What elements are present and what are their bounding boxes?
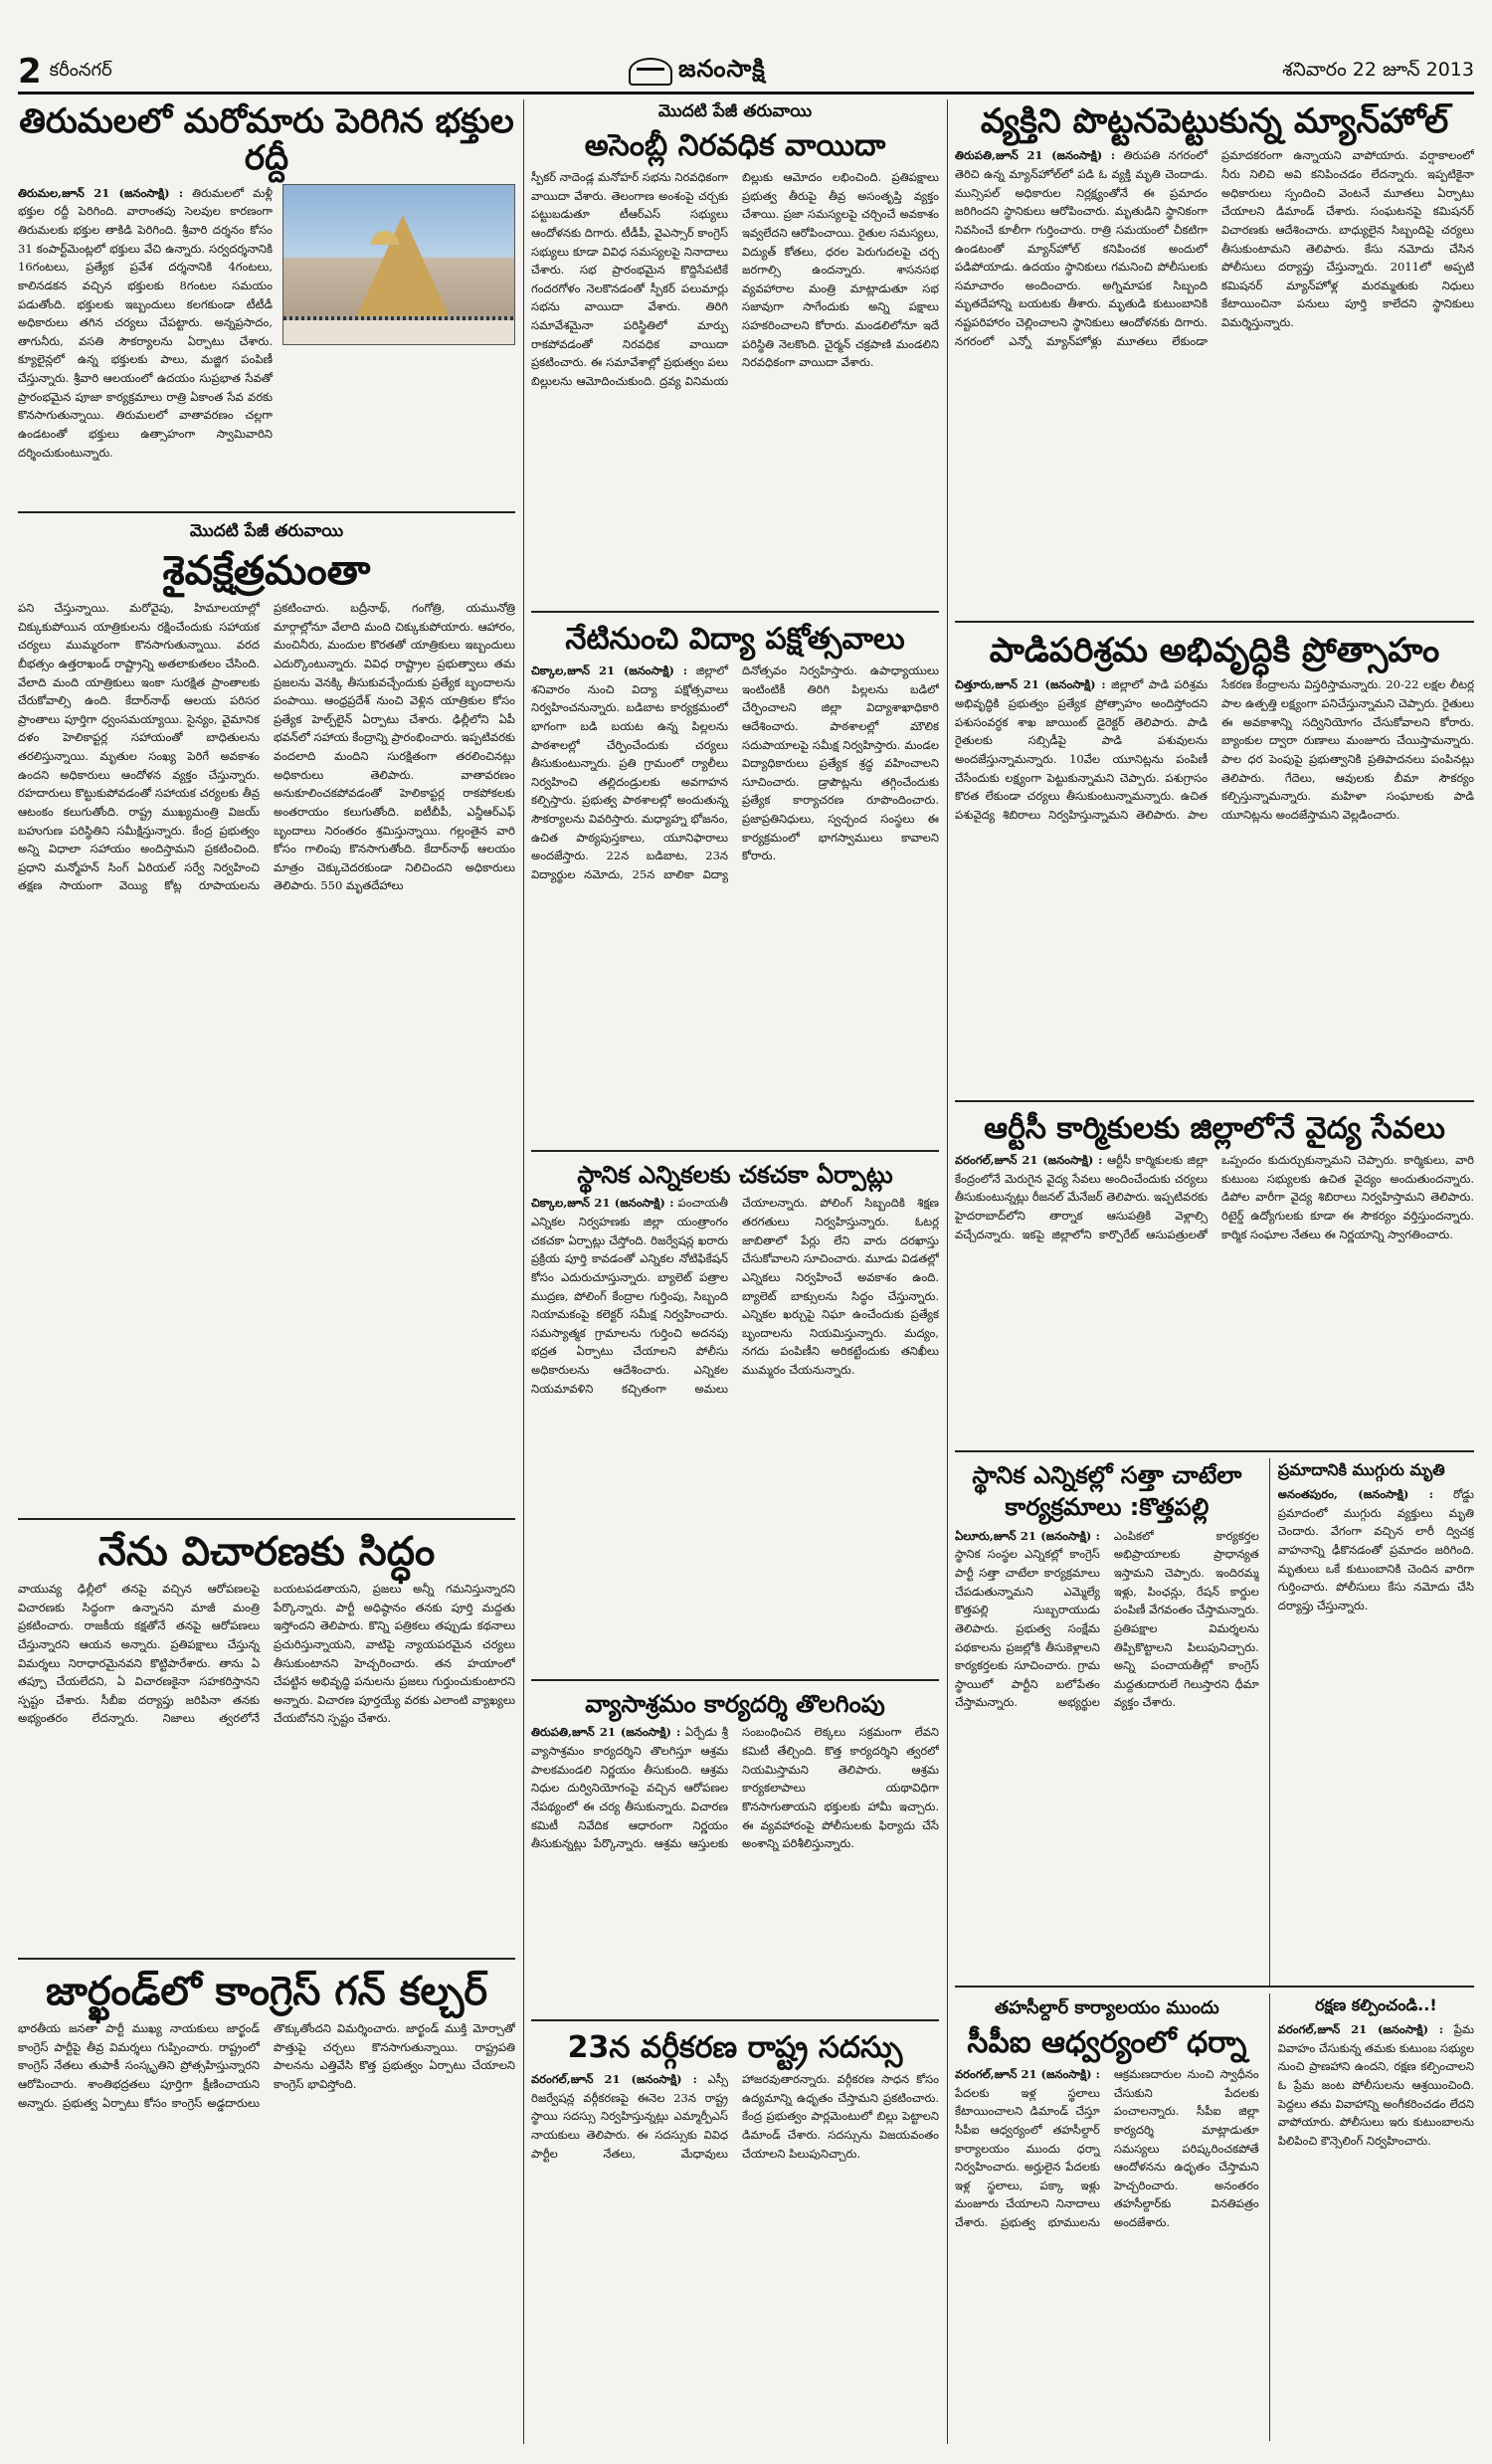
article-headline: శైవక్షేత్రమంతా (162, 548, 371, 594)
temple-photo (282, 184, 515, 345)
article-body (955, 1527, 1259, 1712)
column-center (531, 99, 939, 2444)
article-education-fortnight (531, 619, 939, 1152)
article-text: జిల్లాలో శనివారం నుంచి విద్యా పక్షోత్సవాలు నిర్వహించనున్నారు. బడిబాట కార్యక్రమంలో భాగంగా బడి బయట ఉన్న పిల్లలను పాఠశాలల్లో చేర్పించేందుకు చర్యలు తీసుకుంటున్నారు. ప్రతి గ్రామంలో ర్యాలీలు నిర్వహించి తల్లిదండ్రులకు అవగాహన కల్పిస్తారు. ప్రభుత్వ పాఠశాలల్లో అందుతున్న సౌకర్యాలను వివరిస్తారు. మధ్యాహ్న భోజనం, ఉచిత పాఠ్యపుస్తకాలు, యూనిఫారాలు అందజేస్తారు. 22న బడిబాట, 23న విద్యార్థుల నమోదు, 25న బాలికా విద్యా దినోత్సవం నిర్వహిస్తారు. ఉపాధ్యాయులు ఇంటింటికీ తిరిగి పిల్లలను బడిలో చేర్పించాలని జిల్లా విద్యాశాఖాధికారి ఆదేశించారు. పాఠశాలల్లో మౌలిక సదుపాయాలపై సమీక్ష నిర్వహిస్తారు. మండల విద్యాధికారులు ప్రత్యేక శ్రద్ధ వహించాలని సూచించారు. డ్రాపౌట్లను తగ్గించేందుకు ప్రత్యేక కార్యాచరణ రూపొందించారు. ప్రజాప్రతినిధులు, స్వచ్ఛంద సంస్థలు ఈ కార్యక్రమంలో భాగస్వాములు కావాలని కోరారు. (531, 663, 939, 881)
article-dateline: తిరుపతి,జూన్ 21 (జనంసాక్షి) : (955, 148, 1116, 163)
article-assembly-adjourned (531, 99, 939, 613)
article-headline-line2: కార్యక్రమాలు :కొత్తపల్లి (1005, 1493, 1210, 1522)
article-body (1278, 2020, 1474, 2150)
article-body: వాయువ్య ఢిల్లీలో తనపై వచ్చిన ఆరోపణలపై విచారణకు సిద్ధంగా ఉన్నానని మాజీ మంత్రి ప్రకటించారు. రాజకీయ కక్షతోనే తనపై ఆరోపణలు చేస్తున్నారని ఆయన అన్నారు. ప్రతిపక్షాలు చేస్తున్న విమర్శలు నిరాధారమైనవని కొట్టిపారేశారు. తాను ఏ తప్పూ చేయలేదని, ఏ విచారణకైనా సహకరిస్తానని స్పష్టం చేశారు. సీబీఐ దర్యాప్తు జరిపినా తనకు అభ్యంతరం లేదన్నారు. నిజాలు త్వరలోనే బయటపడతాయని, ప్రజలు అన్నీ గమనిస్తున్నారని పేర్కొన్నారు. పార్టీ అధిష్ఠానం తనకు పూర్తి మద్దతు ఇస్తోందని తెలిపారు. కొన్ని పత్రికలు తప్పుడు కథనాలు ప్రచురిస్తున్నాయని, వాటిపై న్యాయపరమైన చర్యలు తీసుకుంటానని హెచ్చరించారు. తన హయాంలో చేపట్టిన అభివృద్ధి పనులను ప్రజలు గుర్తుంచుకుంటారని అన్నారు. విచారణ పూర్తయ్యే వరకు ఎలాంటి వ్యాఖ్యలు చేయబోనని స్పష్టం చేశారు. (18, 1582, 515, 1726)
newspaper-logo (629, 55, 766, 89)
article-text: తిరుపతి నగరంలో తెరిచి ఉన్న మ్యాన్‌హోల్‌లో పడి ఓ వ్యక్తి మృతి చెందాడు. మున్సిపల్‌ అధికారుల నిర్లక్ష్యంతోనే ఈ ప్రమాదం జరిగిందని స్థానికులు ఆరోపించారు. మృతుడిని స్థానికంగా నివసించే కూలీగా గుర్తించారు. రాత్రి సమయంలో చీకటిగా ఉండటంతో మ్యాన్‌హోల్‌ కనిపించక అందులో పడిపోయాడు. ఉదయం స్థానికులు గమనించి పోలీసులకు సమాచారం అందించారు. అగ్నిమాపక సిబ్బంది మృతదేహాన్ని బయటకు తీశారు. మృతుడి కుటుంబానికి నష్టపరిహారం చెల్లించాలని స్థానికులు ఆందోళనకు దిగారు. నగరంలో ఎన్నో మ్యాన్‌హోళ్లు మూతలు లేకుండా ప్రమాదకరంగా ఉన్నాయని వాపోయారు. వర్షాకాలంలో నీరు నిలిచి అవి కనిపించడం లేదన్నారు. ఇప్పటికైనా అధికారులు స్పందించి వెంటనే మూతలు ఏర్పాటు చేయాలని డిమాండ్‌ చేశారు. సంఘటనపై కమిషనర్‌ విచారణకు ఆదేశించారు. బాధ్యులైన సిబ్బందిపై చర్యలు తీసుకుంటామని తెలిపారు. కేసు నమోదు చేసిన పోలీసులు దర్యాప్తు చేస్తున్నారు. 2011లో అప్పటి కమిషనర్‌ మ్యాన్‌హోళ్ల మరమ్మతుకు నిధులు కేటాయించినా పనులు పూర్తి కాలేదని స్థానికులు విమర్శిస్తున్నారు. (955, 148, 1474, 348)
article-body (531, 1194, 939, 1398)
article-body (955, 675, 1474, 824)
article-text: ఆర్టీసీ కార్మికులకు జిల్లా కేంద్రంలోనే మెరుగైన వైద్య సేవలు అందించేందుకు చర్యలు తీసుకుంటున్నట్లు రీజనల్‌ మేనేజర్‌ తెలిపారు. ఇప్పటివరకు హైదరాబాద్‌లోని తార్నాక ఆసుపత్రికి వెళ్లాల్సి వచ్చేదన్నారు. ఇకపై జిల్లాలోని కార్పొరేట్‌ ఆసుపత్రులతో ఒప్పందం కుదుర్చుకున్నామని చెప్పారు. కార్మికులు, వారి కుటుంబ సభ్యులకు ఉచిత వైద్యం అందుతుందన్నారు. డిపోల వారీగా వైద్య శిబిరాలు నిర్వహిస్తామని తెలిపారు. రిటైర్డ్‌ ఉద్యోగులకు కూడా ఈ సౌకర్యం వర్తిస్తుందన్నారు. కార్మిక సంఘాల నేతలు ఈ నిర్ణయాన్ని స్వాగతించారు. (955, 1153, 1474, 1241)
article-dateline: తిరుపతి,జూన్ 21 (జనంసాక్షి) : (531, 1725, 681, 1740)
article-dateline: వరంగల్,జూన్ 21 (జనంసాక్షి) : (531, 2072, 697, 2086)
article-manhole-death (955, 99, 1474, 623)
article-text: పేదలకు ఇళ్ల స్థలాలు కేటాయించాలని డిమాండ్‌ చేస్తూ సీపీఐ ఆధ్వర్యంలో తహసీల్దార్‌ కార్యాలయం ముందు ధర్నా నిర్వహించారు. అర్హులైన పేదలకు ఇళ్ల స్థలాలు, పక్కా ఇళ్లు మంజూరు చేయాలని నినాదాలు చేశారు. ప్రభుత్వ భూములను ఆక్రమణదారుల నుంచి స్వాధీనం చేసుకుని పేదలకు పంచాలన్నారు. సీపీఐ జిల్లా కార్యదర్శి మాట్లాడుతూ సమస్యలు పరిష్కరించకపోతే ఆందోళనను ఉధృతం చేస్తామని హెచ్చరించారు. అనంతరం తహసీల్దార్‌కు వినతిపత్రం అందజేశారు. (955, 2067, 1259, 2229)
row-dharna-protection (955, 1993, 1474, 2441)
article-headline: స్థానిక ఎన్నికలకు చకచకా ఏర్పాట్లు (577, 1161, 893, 1189)
article-accident-three-dead (1269, 1458, 1474, 1986)
article-headline: ఆర్టీసీ కార్మికులకు జిల్లాలోనే వైద్య సేవలు (984, 1111, 1445, 1146)
article-dateline: ఏలూరు,జూన్ 21 (జనంసాక్షి) : (955, 1528, 1100, 1543)
article-text: తిరుమలలో మళ్లీ భక్తుల రద్దీ పెరిగింది. వారాంతపు సెలవుల కారణంగా తిరుమలకు భక్తుల తాకిడి పెరిగింది. శ్రీవారి దర్శనం కోసం 31 కంపార్ట్‌మెంట్లలో భక్తులు వేచి ఉన్నారు. సర్వదర్శనానికి 16గంటలు, ప్రత్యేక ప్రవేశ దర్శనానికి 4గంటలు, కాలినడకన వచ్చిన భక్తులకు 8గంటల సమయం పడుతోంది. భక్తులకు ఇబ్బందులు కలగకుండా టీటీడీ అధికారులు తగిన చర్యలు చేపట్టారు. అన్నప్రసాదం, తాగునీరు, వసతి సౌకర్యాలను ఏర్పాటు చేశారు. క్యూలైన్లలో ఉన్న భక్తులకు పాలు, మజ్జిగ పంపిణీ చేస్తున్నారు. శ్రీవారి ఆలయంలో ఉదయం సుప్రభాత సేవతో ప్రారంభమైన పూజా కార్యక్రమాలు రాత్రి ఏకాంత సేవ వరకు కొనసాగుతున్నాయి. తిరుమలలో వాతావరణం చల్లగా ఉండటంతో భక్తులు ఉత్సాహంగా స్వామివారిని దర్శించుకుంటున్నారు. (18, 185, 274, 460)
article-dateline: చిత్తూరు,జూన్ 21 (జనంసాక్షి) : (955, 677, 1106, 692)
article-body: భారతీయ జనతా పార్టీ ముఖ్య నాయకులు జార్ఖండ్‌ కాంగ్రెస్‌ పార్టీపై తీవ్ర విమర్శలు గుప్పించారు. రాష్ట్రంలో కాంగ్రెస్‌ నేతలు తుపాకీ సంస్కృతిని ప్రోత్సహిస్తున్నారని ఆరోపించారు. శాంతిభద్రతలు పూర్తిగా క్షీణించాయని అన్నారు. ప్రభుత్వ ఏర్పాటు కోసం కాంగ్రెస్‌ అడ్డదారులు తొక్కుతోందని విమర్శించారు. జార్ఖండ్‌ ముక్తి మోర్చాతో పొత్తుపై చర్చలు కొనసాగుతున్నాయి. రాష్ట్రపతి పాలనను ఎత్తివేసి కొత్త ప్రభుత్వం ఏర్పాటు చేయాలని కాంగ్రెస్‌ భావిస్తోంది. (18, 2021, 515, 2110)
article-headline: అసెంబ్లీ నిరవధిక వాయిదా (584, 128, 886, 163)
article-text: ఏర్పేడు శ్రీ వ్యాసాశ్రమం కార్యదర్శిని తొలగిస్తూ ఆశ్రమ పాలకమండలి నిర్ణయం తీసుకుంది. ఆశ్రమ నిధుల దుర్వినియోగంపై వచ్చిన ఆరోపణల నేపథ్యంలో ఈ చర్య తీసుకున్నారు. విచారణ కమిటీ నివేదిక ఆధారంగా నిర్ణయం తీసుకున్నట్లు పేర్కొన్నారు. ఆశ్రమ ఆస్తులకు సంబంధించిన లెక్కలు సక్రమంగా లేవని కమిటీ తేల్చింది. కొత్త కార్యదర్శిని త్వరలో నియమిస్తామని తెలిపారు. ఆశ్రమ కార్యకలాపాలు యథావిధిగా కొనసాగుతాయని భక్తులకు హామీ ఇచ్చారు. ఈ వ్యవహారంపై పోలీసులకు ఫిర్యాదు చేసే అంశాన్ని పరిశీలిస్తున్నారు. (531, 1725, 939, 1851)
row-elections-accident (955, 1458, 1474, 1988)
article-body (1278, 1485, 1474, 1614)
article-headline: పాడిపరిశ్రమ అభివృద్ధికి ప్రోత్సాహం (989, 631, 1440, 670)
article-dateline: వరంగల్,జూన్ 21 (జనంసాక్షి) : (1277, 2022, 1444, 2036)
article-jharkhand-gun-culture (18, 1966, 515, 2387)
article-kothapalli (955, 1458, 1259, 1986)
edition-name: కరీంనగర్ (49, 59, 112, 81)
article-kicker: రక్షణ కల్పించండి..! (1315, 1995, 1437, 2014)
article-headline: స్థానిక ఎన్నికల్లో సత్తా చాటేలా (972, 1461, 1242, 1489)
article-headline: 23న వర్గీకరణ రాష్ట్ర సదస్సు (567, 2030, 903, 2065)
article-cpi-dharna (955, 1993, 1259, 2441)
article-text: రోడ్డు ప్రమాదంలో ముగ్గురు వ్యక్తులు మృతి చెందారు. వేగంగా వచ్చిన లారీ ద్విచక్ర వాహనాన్ని ఢీకొనడంతో ప్రమాదం జరిగింది. మృతులు ఒకే కుటుంబానికి చెందిన వారిగా గుర్తించారు. పోలీసులు కేసు నమోదు చేసి దర్యాప్తు చేస్తున్నారు. (1277, 1487, 1474, 1612)
article-text: స్థానిక సంస్థల ఎన్నికల్లో కాంగ్రెస్‌ పార్టీ సత్తా చాటేలా కార్యక్రమాలు చేపడుతున్నామని ఎమ్మెల్యే కొత్తపల్లి సుబ్బరాయుడు తెలిపారు. ప్రభుత్వ సంక్షేమ పథకాలను ప్రజల్లోకి తీసుకెళ్లాలని కార్యకర్తలకు సూచించారు. గ్రామ స్థాయిలో పార్టీని బలోపేతం చేస్తామన్నారు. అభ్యర్థుల ఎంపికలో కార్యకర్తల అభిప్రాయాలకు ప్రాధాన్యత ఇస్తామని చెప్పారు. ఇందిరమ్మ ఇళ్లు, పింఛన్లు, రేషన్‌ కార్డుల పంపిణీ వేగవంతం చేస్తామన్నారు. ప్రతిపక్షాల విమర్శలను తిప్పికొట్టాలని పిలుపునిచ్చారు. అన్ని పంచాయతీల్లో కాంగ్రెస్‌ మద్దతుదారులే గెలుస్తారని ధీమా వ్యక్తం చేశారు. (955, 1528, 1259, 1710)
article-protection-plea (1269, 1993, 1474, 2441)
article-dateline: చిక్కాల,జూన్ 21 (జనంసాక్షి) : (531, 663, 688, 677)
article-rtc-medical (955, 1108, 1474, 1452)
article-body: స్పీకర్‌ నాదెండ్ల మనోహర్‌ సభను నిరవధికంగా వాయిదా వేశారు. తెలంగాణ అంశంపై చర్చకు పట్టుబడుతూ టీఆర్‌ఎస్‌ సభ్యులు ఆందోళనకు దిగారు. టీడీపీ, వైఎస్సార్‌ కాంగ్రెస్‌ సభ్యులు కూడా వివిధ సమస్యలపై నినాదాలు చేశారు. సభ ప్రారంభమైన కొద్దిసేపటికే గందరగోళం నెలకొనడంతో స్పీకర్‌ పలుమార్లు సభను వాయిదా వేశారు. తిరిగి సమావేశమైనా పరిస్థితిలో మార్పు రాకపోవడంతో నిరవధిక వాయిదా ప్రకటించారు. ఈ సమావేశాల్లో ప్రభుత్వం పలు బిల్లులను ఆమోదించుకుంది. ద్రవ్య వినిమయ బిల్లుకు ఆమోదం లభించింది. ప్రతిపక్షాలు ప్రభుత్వ తీరుపై తీవ్ర అసంతృప్తి వ్యక్తం చేశాయి. ప్రజా సమస్యలపై చర్చించే అవకాశం ఇవ్వలేదని ఆరోపించాయి. రైతుల సమస్యలు, విద్యుత్‌ కోతలు, ధరల పెరుగుదలపై చర్చ జరగాల్సి ఉందన్నారు. శాసనసభ వ్యవహారాల మంత్రి మాట్లాడుతూ సభ సజావుగా సాగేందుకు అన్ని పక్షాలు సహకరించాలని కోరారు. మండలిలోనూ ఇదే పరిస్థితి నెలకొంది. చైర్మన్‌ చక్రపాణి మండలిని నిరవధికంగా వాయిదా వేశారు. (531, 170, 939, 388)
temple-tower-shape (353, 215, 453, 324)
article-body (531, 1723, 939, 1852)
logo-icon (629, 58, 672, 86)
article-headline: జార్ఖండ్‌లో కాంగ్రెస్‌ గన్‌ కల్చర్‌ (45, 1969, 488, 2014)
article-headline: నేటినుంచి విద్యా పక్షోత్సవాలు (565, 622, 905, 657)
article-dairy-development (955, 629, 1474, 1102)
article-dateline: వరంగల్,జూన్ 21 (జనంసాక్షి) : (955, 2067, 1100, 2081)
article-body (955, 1151, 1474, 1243)
article-shaiva-kshetram (18, 519, 515, 1520)
article-ashram-secretary-removed (531, 1687, 939, 2021)
column-divider (947, 99, 948, 2444)
article-text: ప్రేమ వివాహం చేసుకున్న తమకు కుటుంబ సభ్యుల నుంచి ప్రాణహాని ఉందని, రక్షణ కల్పించాలని ఓ ప్రేమ జంట పోలీసులను ఆశ్రయించింది. పెద్దలు తమ వివాహాన్ని అంగీకరించడం లేదని వాపోయారు. పోలీసులు ఇరు కుటుంబాలను పిలిపించి కౌన్సెలింగ్‌ నిర్వహించారు. (1277, 2022, 1474, 2148)
article-local-elections-arrangements (531, 1158, 939, 1681)
article-headline: వ్యక్తిని పొట్టనపెట్టుకున్న మ్యాన్‌హోల్‌ (980, 101, 1449, 141)
article-kicker: మొదటి పేజీ తరువాయి (189, 521, 344, 541)
article-dateline: అనంతపురం, (జనంసాక్షి) : (1277, 1487, 1433, 1501)
wall-shape (283, 320, 514, 344)
article-body (18, 184, 273, 462)
issue-date: శనివారం 22 జూన్ 2013 (1282, 58, 1474, 81)
article-body (955, 146, 1474, 350)
column-left (18, 99, 515, 2444)
article-headline: వ్యాసాశ్రమం కార్యదర్శి తొలగింపు (585, 1690, 885, 1718)
article-headline: తిరుమలలో మరోమారు పెరిగిన భక్తుల రద్దీ (19, 101, 514, 179)
column-right (955, 99, 1474, 2444)
article-tirumala-rush (18, 99, 515, 513)
article-dateline: వరంగల్,జూన్ 21 (జనంసాక్షి) : (955, 1153, 1103, 1167)
article-kicker: తహసీల్దార్‌ కార్యాలయం ముందు (994, 1997, 1219, 2018)
article-dateline: చిక్కాల,జూన్ 21 (జనంసాక్షి) : (531, 1196, 674, 1211)
article-dateline: తిరుమల,జూన్ 21 (జనంసాక్షి) : (18, 185, 184, 200)
article-text: పంచాయతీ ఎన్నికల నిర్వహణకు జిల్లా యంత్రాంగం చకచకా ఏర్పాట్లు చేస్తోంది. రిజర్వేషన్ల ఖరారు ప్రక్రియ పూర్తి కావడంతో ఎన్నికల నోటిఫికేషన్‌ కోసం ఎదురుచూస్తున్నారు. బ్యాలెట్‌ పత్రాల ముద్రణ, పోలింగ్‌ కేంద్రాల గుర్తింపు, సిబ్బంది నియామకంపై కలెక్టర్‌ సమీక్ష నిర్వహించారు. సమస్యాత్మక గ్రామాలను గుర్తించి అదనపు భద్రత ఏర్పాటు చేయాలని పోలీసు అధికారులను ఆదేశించారు. ఎన్నికల నియమావళిని కచ్చితంగా అమలు చేయాలన్నారు. పోలింగ్‌ సిబ్బందికి శిక్షణ తరగతులు నిర్వహిస్తున్నారు. ఓటర్ల జాబితాలో పేర్లు లేని వారు దరఖాస్తు చేసుకోవాలని సూచించారు. మూడు విడతల్లో ఎన్నికలు నిర్వహించే అవకాశం ఉంది. బ్యాలెట్‌ బాక్సులను సిద్ధం చేస్తున్నారు. ఎన్నికల ఖర్చుపై నిఘా ఉంచేందుకు ప్రత్యేక బృందాలను నియమిస్తున్నారు. మద్యం, నగదు పంపిణీని అరికట్టేందుకు తనిఖీలు ముమ్మరం చేయనున్నారు. (531, 1196, 939, 1396)
masthead (18, 52, 1474, 95)
article-classification-conference (531, 2027, 939, 2350)
article-body (531, 2070, 939, 2163)
page-number: 2 (18, 52, 42, 92)
article-headline: నేను విచారణకు సిద్ధం (97, 1529, 436, 1575)
article-body (955, 2065, 1259, 2232)
article-kicker: మొదటి పేజీ తరువాయి (657, 101, 813, 121)
masthead-left (18, 52, 112, 92)
article-body (531, 662, 939, 884)
article-text: ఎస్సీ రిజర్వేషన్ల వర్గీకరణపై ఈనెల 23న రాష్ట్ర స్థాయి సదస్సు నిర్వహిస్తున్నట్లు ఎమ్మార్పీఎస్‌ నాయకులు తెలిపారు. ఈ సదస్సుకు వివిధ పార్టీల నేతలు, మేధావులు హాజరవుతారన్నారు. వర్గీకరణ సాధన కోసం ఉద్యమాన్ని ఉధృతం చేస్తామని ప్రకటించారు. కేంద్ర ప్రభుత్వం పార్లమెంటులో బిల్లు పెట్టాలని డిమాండ్‌ చేశారు. సదస్సును విజయవంతం చేయాలని పిలుపునిచ్చారు. (531, 2072, 939, 2161)
article-text: జిల్లాలో పాడి పరిశ్రమ అభివృద్ధికి ప్రభుత్వం ప్రత్యేక ప్రోత్సాహం అందిస్తోందని పశుసంవర్ధక శాఖ జాయింట్‌ డైరెక్టర్‌ తెలిపారు. పాడి రైతులకు సబ్సిడీపై పాడి పశువులను అందజేస్తున్నామన్నారు. 10వేల యూనిట్లను పంపిణీ చేసేందుకు లక్ష్యంగా పెట్టుకున్నామని చెప్పారు. పశుగ్రాసం కొరత లేకుండా చర్యలు తీసుకుంటున్నామన్నారు. ఉచిత పశువైద్య శిబిరాలు నిర్వహిస్తున్నామని తెలిపారు. పాల సేకరణ కేంద్రాలను విస్తరిస్తామన్నారు. 20-22 లక్షల లీటర్ల పాల ఉత్పత్తి లక్ష్యంగా పనిచేస్తున్నామని చెప్పారు. రైతులు ఈ అవకాశాన్ని సద్వినియోగం చేసుకోవాలని కోరారు. బ్యాంకుల ద్వారా రుణాలు మంజూరు చేయిస్తామన్నారు. పాల ధర పెంపుపై ప్రభుత్వానికి ప్రతిపాదనలు పంపినట్లు తెలిపారు. గేదెలు, ఆవులకు బీమా సౌకర్యం కల్పిస్తున్నామన్నారు. మహిళా సంఘాలకు పాడి యూనిట్లను అందజేస్తామని వెల్లడించారు. (955, 677, 1474, 822)
article-body: పని చేస్తున్నాయి. మరోవైపు, హిమాలయాల్లో చిక్కుకుపోయిన యాత్రికులను రక్షించేందుకు సహాయక చర్యలు ముమ్మరంగా కొనసాగుతున్నాయి. వరద బీభత్సం ఉత్తరాఖండ్‌ రాష్ట్రాన్ని అతలాకుతలం చేసింది. వేలాది మంది యాత్రికులు ఇంకా సురక్షిత ప్రాంతాలకు చేరుకోవాల్సి ఉంది. కేదార్‌నాథ్‌ ఆలయ పరిసర ప్రాంతాలు పూర్తిగా ధ్వంసమయ్యాయి. సైన్యం, వైమానిక దళం హెలికాప్టర్ల సహాయంతో బాధితులను తరలిస్తున్నాయి. మృతుల సంఖ్య పెరిగే అవకాశం ఉందని అధికారులు ఆందోళన వ్యక్తం చేస్తున్నారు. రహదారులు కొట్టుకుపోవడంతో సహాయక చర్యలకు తీవ్ర ఆటంకం కలుగుతోంది. రాష్ట్ర ముఖ్యమంత్రి విజయ్‌ బహుగుణ పరిస్థితిని సమీక్షిస్తున్నారు. కేంద్ర ప్రభుత్వం అన్ని విధాలా సహాయం అందిస్తామని ప్రకటించింది. ప్రధాని మన్మోహన్‌ సింగ్‌ ఏరియల్‌ సర్వే నిర్వహించి తక్షణ సాయంగా వెయ్యి కోట్ల రూపాయలను ప్రకటించారు. బద్రీనాథ్‌, గంగోత్రి, యమునోత్రి మార్గాల్లోనూ వేలాది మంది చిక్కుకుపోయారు. ఆహారం, మంచినీరు, మందుల కొరతతో యాత్రికులు ఇబ్బందులు ఎదుర్కొంటున్నారు. వివిధ రాష్ట్రాల ప్రభుత్వాలు తమ ప్రజలను వెనక్కి తీసుకువచ్చేందుకు ప్రత్యేక బృందాలను పంపాయి. ఆంధ్రప్రదేశ్‌ నుంచి వెళ్లిన యాత్రికుల కోసం ప్రత్యేక హెల్ప్‌లైన్‌ ఏర్పాటు చేశారు. ఢిల్లీలోని ఏపీ భవన్‌లో సహాయ కేంద్రాన్ని ప్రారంభించారు. ఇప్పటివరకు వందలాది మందిని సురక్షితంగా తరలించినట్లు అధికారులు తెలిపారు. వాతావరణం అనుకూలించకపోవడంతో హెలికాప్టర్ల రాకపోకలకు అంతరాయం కలుగుతోంది. ఐటీబీపీ, ఎన్డీఆర్‌ఎఫ్‌ బృందాలు నిరంతరం శ్రమిస్తున్నాయి. గల్లంతైన వారి కోసం గాలింపు కొనసాగుతోంది. కేదార్‌నాథ్‌ ఆలయం మాత్రం చెక్కుచెదరకుండా నిలిచిందని అధికారులు తెలిపారు. 550 మృతదేహాలు (18, 601, 515, 893)
column-divider (523, 99, 524, 2444)
article-ready-for-probe (18, 1526, 515, 1960)
article-kicker: ప్రమాదానికి ముగ్గురు మృతి (1277, 1460, 1445, 1479)
newspaper-name: జనంసాక్షి (677, 55, 766, 83)
article-headline: సీపీఐ ఆధ్వర్యంలో ధర్నా (967, 2025, 1247, 2060)
